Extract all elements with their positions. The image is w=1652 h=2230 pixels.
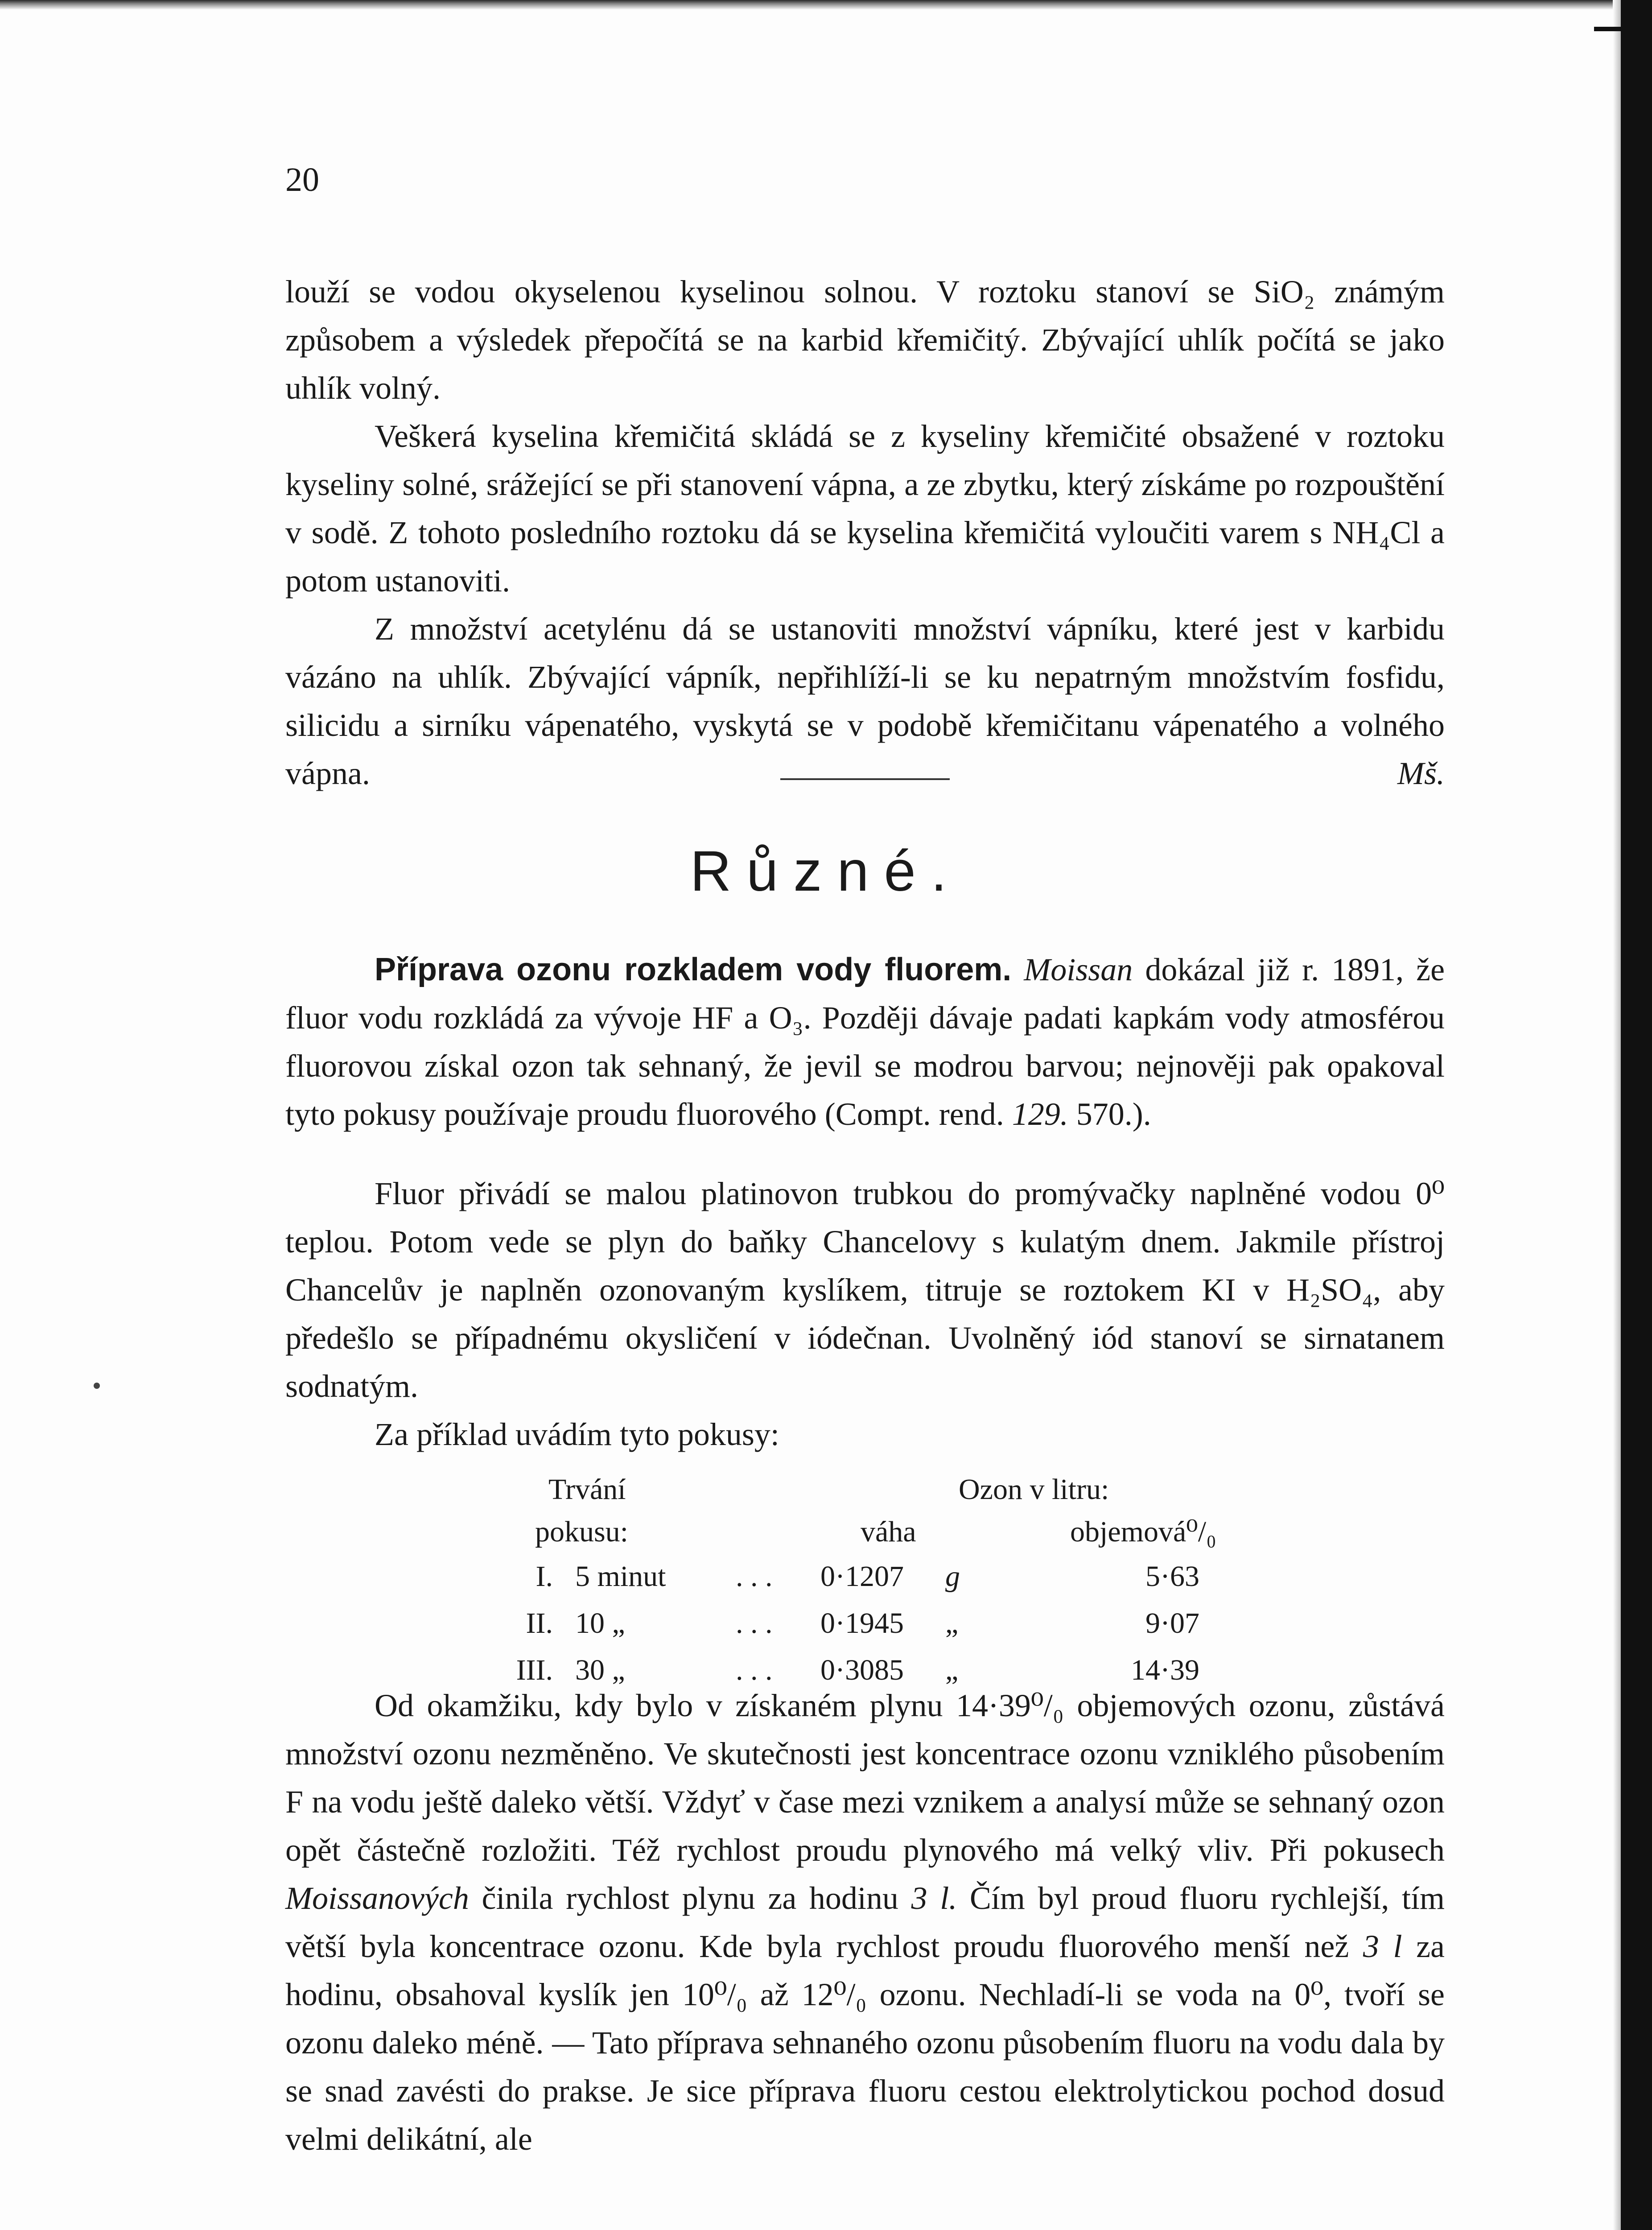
header-pokusu: pokusu: bbox=[535, 1516, 629, 1548]
row3-weight: 0·3085 bbox=[820, 1654, 904, 1686]
row3-unit: „ bbox=[945, 1654, 959, 1686]
citation-page: 570.). bbox=[1076, 1096, 1151, 1132]
article-title: Příprava ozonu rozkladem vody fluorem. bbox=[375, 952, 1012, 987]
header-trvani: Trvání bbox=[548, 1473, 626, 1506]
row1-weight: 0·1207 bbox=[820, 1560, 904, 1593]
row2-unit: „ bbox=[945, 1607, 959, 1639]
paragraph-3 bbox=[285, 605, 1445, 797]
header-vaha: váha bbox=[861, 1516, 916, 1548]
row1-unit: g bbox=[945, 1560, 960, 1593]
closing-rate-2: 3 l bbox=[1363, 1929, 1402, 1964]
article-author: Moissan bbox=[1024, 952, 1133, 987]
article-paragraph-1-text: dokázal již r. 1891, že fluor vodu rozkládá za vývoje HF a O₃. Později dávaje padati kapkám vody atmosférou fluorovou získal ozon tak sehnaný, že jevil se modrou barvou; nejnověji pak opakoval tyto pokusy používaje proudu fluorového (Compt. rend. bbox=[285, 952, 1445, 1132]
closing-text-d: za hodinu, obsahoval kyslík jen 10⁰/₀ až 12⁰/₀ ozonu. Nechladí-li se voda na 0⁰, tvoří se ozonu daleko méně. — Tato příprava sehnaného ozonu působením fluoru na vodu dala by se snad zavésti do prakse. Je sice příprava fluoru cestou elektrolytickou pochod dosud velmi delikátní, ale bbox=[285, 1929, 1445, 2157]
article-block bbox=[285, 946, 1445, 1458]
closing-paragraph bbox=[285, 1681, 1445, 2163]
scan-top-edge bbox=[0, 0, 1652, 10]
closing-author: Moissanových bbox=[285, 1880, 469, 1916]
closing-text-c: Čím byl proud fluoru rychlejší, tím větší byla koncentrace ozonu. Kde byla rychlost proudu fluorového menší než bbox=[285, 1880, 1445, 1964]
row3-duration: 30 „ bbox=[575, 1654, 625, 1686]
article-paragraph-3: Za příklad uvádím tyto pokusy: bbox=[375, 1416, 779, 1452]
page-number: 20 bbox=[285, 161, 319, 198]
closing-text-a: Od okamžiku, kdy bylo v získaném plynu 14·39⁰/₀ objemových ozonu, zůstává množství ozonu nezměněno. Ve skutečnosti jest koncentrace ozonu vzniklého působením F na vodu ještě daleko větší. Vždyť v čase mezi vznikem a analysí může se sehnaný ozon opět částečně rozložiti. Též rychlost proudu plynového má velký vliv. Při pokusech bbox=[285, 1688, 1445, 1868]
closing-rate: 3 l. bbox=[911, 1880, 957, 1916]
row2-duration: 10 „ bbox=[575, 1607, 625, 1639]
row2-weight: 0·1945 bbox=[820, 1607, 904, 1639]
row2-dots: . . . bbox=[736, 1607, 773, 1639]
paragraph-2: Veškerá kyselina křemičitá skládá se z kyseliny křemičité obsažené v roztoku kyseliny solné, srážející se při stanovení vápna, a ze zbytku, který získáme po rozpouštění v sodě. Z tohoto posledního roztoku dá se kyselina křemičitá vyloučiti varem s NH₄Cl a potom ustanoviti. bbox=[285, 418, 1445, 599]
scan-right-shadow bbox=[1613, 0, 1621, 2230]
row2-num: II. bbox=[526, 1607, 553, 1639]
row3-dots: . . . bbox=[736, 1654, 773, 1686]
row1-volume: 5·63 bbox=[1145, 1560, 1199, 1593]
row1-duration: 5 minut bbox=[575, 1560, 666, 1593]
row2-volume: 9·07 bbox=[1145, 1607, 1199, 1639]
article-paragraph-2: Fluor přivádí se malou platinovon trubkou do promývačky naplněné vodou 0⁰ teplou. Potom vede se plyn do baňky Chancelovy s kulatým dnem. Jakmile přístroj Chancelův je naplněn ozonovaným kyslíkem, titruje se roztokem KI v H₂SO₄, aby předešlo se případnému okysličení v iódečnan. Uvolněný iód stanoví se sirnatanem sodnatým. bbox=[285, 1176, 1445, 1404]
paragraph-3-text: Z množství acetylénu dá se ustanoviti množství vápníku, které jest v karbidu vázáno na uhlík. Zbývající vápník, nepřihlíží-li se ku nepatrným množstvím fosfidu, silicidu a sirníku vápenatého, vyskytá se v podobě křemičitanu vápenatého a volného vápna. bbox=[285, 611, 1445, 791]
article-paragraph-1 bbox=[285, 946, 1445, 1138]
row1-dots: . . . bbox=[736, 1560, 773, 1593]
paragraph-1: louží se vodou okyselenou kyselinou solnou. V roztoku stanoví se SiO₂ známým způsobem a výsledek přepočítá se na karbid křemičitý. Zbývající uhlík počítá se jako uhlík volný. bbox=[285, 274, 1445, 406]
citation-volume: 129. bbox=[1012, 1096, 1068, 1132]
scan-corner-mark bbox=[1594, 27, 1634, 31]
row3-num: III. bbox=[516, 1654, 553, 1686]
upper-text-block bbox=[285, 268, 1445, 797]
scan-right-edge bbox=[1621, 0, 1652, 2230]
row1-num: I. bbox=[536, 1560, 553, 1593]
author-signature: Mš. bbox=[1397, 756, 1445, 791]
section-divider bbox=[780, 778, 950, 780]
row3-volume: 14·39 bbox=[1131, 1654, 1199, 1686]
scan-spot bbox=[94, 1383, 100, 1389]
header-ozon: Ozon v litru: bbox=[959, 1473, 1109, 1506]
closing-text-b: činila rychlost plynu za hodinu bbox=[482, 1880, 898, 1916]
header-objem: objemová⁰/₀ bbox=[1070, 1516, 1217, 1548]
closing-block bbox=[285, 1681, 1445, 2163]
section-heading: Různé. bbox=[690, 839, 962, 903]
